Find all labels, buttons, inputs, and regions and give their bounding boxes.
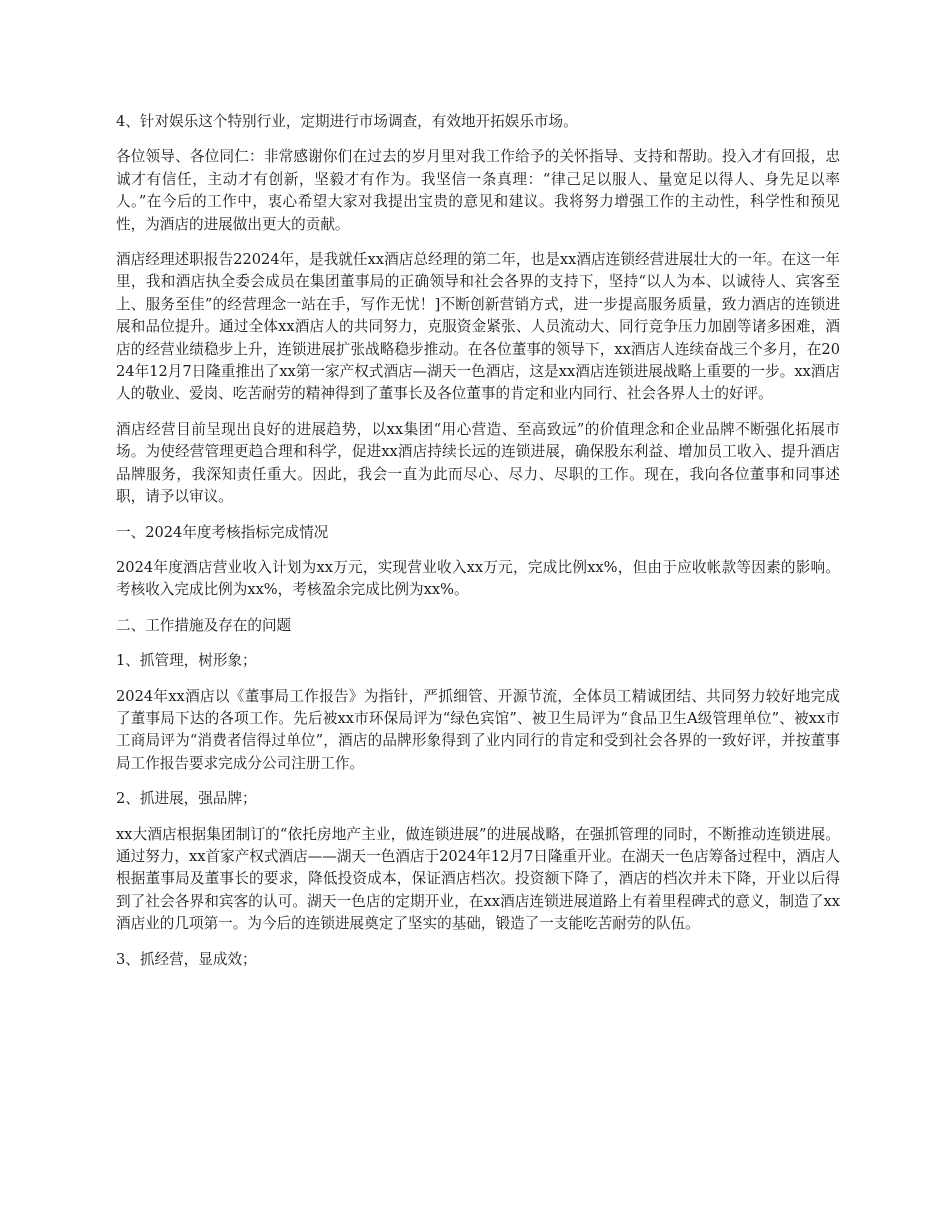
subsection-2-heading: 2、抓进展，强品牌；: [116, 790, 257, 808]
thanks-paragraph: 各位领导、各位同仁：非常感谢你们在过去的岁月里对我工作给予的关怀指导、支持和帮助。投入才有回报，忠诚才有信任，主动才有创新，坚毅才有作为。我坚信一条真理：“律己足以服人、量宽足以得人、身先足以率人。”在今后的工作中，衷心希望大家对我提出宝贵的意见和建议。我将努力增强工作的主动性，科学性和预见性，为酒店的进展做出更大的贡献。: [116, 148, 840, 233]
development-paragraph: xx大酒店根据集团制订的“依托房地产主业，做连锁进展”的进展战略，在强抓管理的同时，不断推动连锁进展。通过努力，xx首家产权式酒店——湖天一色酒店于2024年12月7日隆重开业。在湖天一色店筹备过程中，酒店人根据董事局及董事长的要求，降低投资成本，保证酒店档次。投资额下降了，酒店的档次并未下降，开业以后得到了社会各界和宾客的认可。湖天一色店的定期开业，在xx酒店连锁进展道路上有着里程碑式的意义，制造了xx酒店业的几项第一。为今后的连锁进展奠定了坚实的基础，锻造了一支能吃苦耐劳的队伍。: [116, 825, 840, 933]
business-trend-paragraph: 酒店经营目前呈现出良好的进展趋势，以xx集团“用心营造、至高致远”的价值理念和企业品牌不断强化拓展市场。为使经营管理更趋合理和科学，促进xx酒店持续长远的连锁进展，确保股东利益、增加员工收入、提升酒店品牌服务，我深知责任重大。因此，我会一直为此而尽心、尽力、尽职的工作。现在，我向各位董事和同事述职，请予以审议。: [116, 420, 840, 506]
subsection-1-heading: 1、抓管理，树形象；: [116, 652, 257, 670]
section-1-heading: 一、2024年度考核指标完成情况: [116, 523, 329, 541]
report-intro-paragraph: 酒店经理述职报告22024年，是我就任xx酒店总经理的第二年，也是xx酒店连锁经营进展壮大的一年。在这一年里，我和酒店执全委会成员在集团董事局的正确领导和社会各界的支持下，坚持“以人为本、以诚待人、宾客至上、服务至佳”的经营理念一站在手，写作无忧！]不断创新营销方式，进一步提高服务质量，致力酒店的连锁进展和品位提升。通过全体xx酒店人的共同努力，克服资金紧张、人员流动大、同行竞争压力加剧等诸多困难，酒店的经营业绩稳步上升，连锁进展扩张战略稳步推动。在各位董事的领导下，xx酒店人连续奋战三个多月，在2024年12月7日隆重推出了xx第一家产权式酒店—湖天一色酒店，这是xx酒店连锁进展战略上重要的一步。xx酒店人的敬业、爱岗、吃苦耐劳的精神得到了董事长及各位董事的肯定和业内同行、社会各界人士的好评。: [116, 251, 840, 403]
management-paragraph: 2024年xx酒店以《董事局工作报告》为指针，严抓细管、开源节流，全体员工精诚团结、共同努力较好地完成了董事局下达的各项工作。先后被xx市环保局评为“绿色宾馆”、被卫生局评为“食品卫生A级管理单位”、被xx市工商局评为“消费者信得过单位”，酒店的品牌形象得到了业内同行的肯定和受到社会各界的一致好评，并按董事局工作报告要求完成分公司注册工作。: [116, 687, 840, 772]
subsection-3-heading: 3、抓经营，显成效；: [116, 950, 257, 968]
section-2-heading: 二、工作措施及存在的问题: [116, 616, 292, 634]
item-4-heading: 4、针对娱乐这个特别行业，定期进行市场调查，有效地开拓娱乐市场。: [116, 113, 578, 130]
revenue-paragraph: 2024年度酒店营业收入计划为xx万元，实现营业收入xx万元，完成比例xx%，但由于应收帐款等因素的影响。考核收入完成比例为xx%，考核盈余完成比例为xx%。: [116, 558, 840, 599]
document-page: [116, 111, 840, 984]
